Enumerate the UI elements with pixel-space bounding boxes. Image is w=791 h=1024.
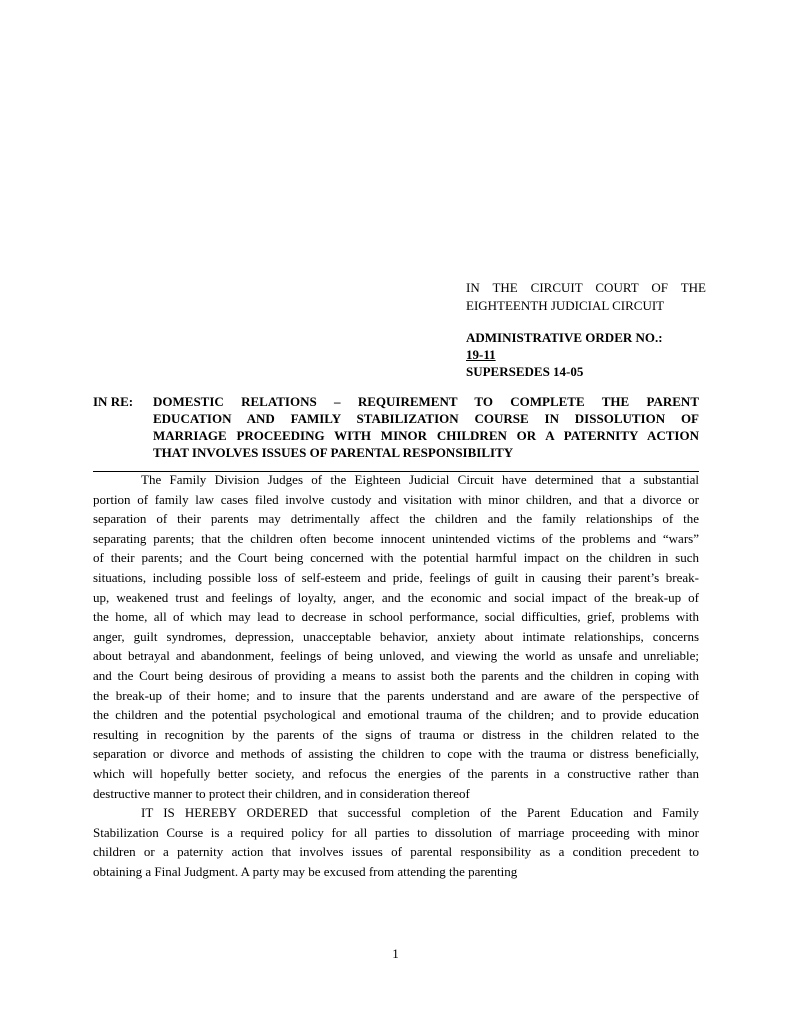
page-number: 1 (392, 946, 399, 961)
body-line: Stabilization Course is a required policy for all parties to dissolution of marriage proceeding with minor (93, 824, 699, 840)
order-label: ADMINISTRATIVE ORDER NO.: (466, 330, 663, 345)
in-re-line: EDUCATION AND FAMILY STABILIZATION COURSE IN DISSOLUTION OF (153, 411, 699, 426)
order-body (93, 470, 699, 881)
body-line: IT IS HEREBY ORDERED that successful completion of the Parent Education and Family (141, 805, 699, 821)
body-line: The Family Division Judges of the Eighteen Judicial Circuit have determined that a substantial (141, 472, 699, 487)
in-re-line: DOMESTIC RELATIONS – REQUIREMENT TO COMPLETE THE PARENT (153, 394, 699, 409)
order-number: 19-11 (466, 347, 496, 362)
body-line: resulting in recognition by the parents of the signs of trauma or distress in the children related to the (93, 726, 699, 742)
in-re-label: IN RE: (93, 394, 134, 409)
court-caption (466, 279, 706, 315)
body-line: obtaining a Final Judgment. A party may be excused from attending the parenting (93, 863, 518, 879)
body-line: the home, all of which may lead to decrease in school performance, social difficulties, grief, problems with (93, 609, 699, 625)
body-line: which will hopefully better society, and refocus the energies of the parents in a constructive rather than (93, 765, 699, 781)
in-re-subject (153, 393, 699, 461)
body-line: the break-up of their home; and to insure that the parents understand and are aware of the perspective of (93, 687, 699, 703)
body-line: separating parents; that the children often become innocent unintended victims of the problems and “wars” (93, 530, 699, 546)
in-re-line: THAT INVOLVES ISSUES OF PARENTAL RESPONSIBILITY (153, 445, 514, 460)
body-line: the children and the potential psychological and emotional trauma of the children; and to provide education (93, 707, 699, 723)
supersedes-note: SUPERSEDES 14-05 (466, 364, 584, 379)
in-re-line: MARRIAGE PROCEEDING WITH MINOR CHILDREN OR A PATERNITY ACTION (153, 428, 699, 443)
body-line: separation of their parents may detrimentally affect the children and the family relationships of the (93, 511, 699, 527)
body-line: about betrayal and abandonment, feelings of being unloved, and viewing the world as unsafe and unreliable; (93, 648, 699, 664)
court-caption-line: EIGHTEENTH JUDICIAL CIRCUIT (466, 298, 665, 313)
body-line: portion of family law cases filed involve custody and visitation with minor children, and that a divorce or (93, 491, 699, 507)
body-line: separation or divorce and methods of assisting the children to cope with the trauma or distress beneficially, (93, 746, 699, 762)
body-line: anger, guilt syndromes, depression, unacceptable behavior, anxiety about intimate relationships, concerns (93, 628, 699, 644)
body-line: situations, including possible loss of self-esteem and pride, feelings of guilt in causing their parent’s break- (93, 569, 699, 585)
body-line: children or a paternity action that involves issues of parental responsibility as a condition precedent to (93, 844, 699, 860)
body-line: and the Court being desirous of providing a means to assist both the parents and the children in coping with (93, 667, 699, 683)
body-line: up, weakened trust and feelings of loyalty, anger, and the economic and social impact of the break-up of (93, 589, 699, 605)
body-line: of their parents; and the Court being concerned with the potential harmful impact on the children in such (93, 550, 699, 566)
court-caption-line: IN THE CIRCUIT COURT OF THE (466, 280, 706, 295)
administrative-order-block (466, 329, 706, 380)
body-line: destructive manner to protect their children, and in consideration thereof (93, 785, 470, 801)
